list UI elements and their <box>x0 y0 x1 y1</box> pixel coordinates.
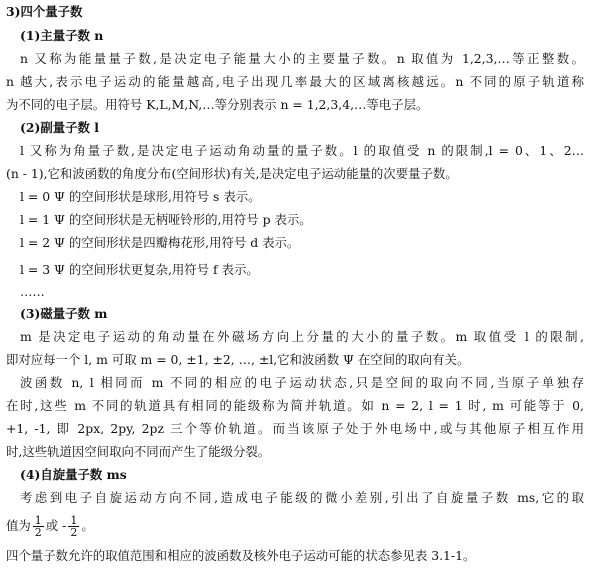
paragraph-line: n 又称为能量量子数,是决定电子能量大小的主要量子数。n 取值为 1,2,3,…等正整数。 <box>20 51 584 66</box>
section-title-four-quantum-numbers: 3)四个量子数 <box>6 4 83 19</box>
paragraph-line: 即对应每一个 l, m 可取 m = 0, ±1, ±2, …, ±l,它和波函数 Ψ 在空间的取向有关。 <box>6 352 470 367</box>
paragraph-line: m 是决定电子运动的角动量在外磁场方向上分量的大小的量子数。m 取值受 l 的限制, <box>20 329 584 344</box>
paragraph-line: 时,这些轨道因空间取向不同而产生了能级分裂。 <box>6 444 271 459</box>
paragraph-line: n 越大,表示电子运动的能量越高,电子出现几率最大的区域离核越远。n 不同的原子轨道称 <box>6 74 584 89</box>
paragraph-line: 波函数 n, l 相同而 m 不同的相应的电子运动状态,只是空间的取向不同,当原子单独存 <box>20 375 584 390</box>
orbital-shape-line: l = 0 Ψ 的空间形状是球形,用符号 s 表示。 <box>20 189 261 204</box>
fraction-one-half <box>33 515 44 538</box>
fraction-numerator: 1 <box>70 513 78 527</box>
fraction-denominator: 2 <box>34 525 42 539</box>
orbital-shape-line: l = 1 Ψ 的空间形状是无柄哑铃形的,用符号 p 表示。 <box>20 212 312 227</box>
spin-value-line <box>6 512 584 540</box>
paragraph-line: l 又称为角量子数,是决定电子运动角动量的量子数。l 的取值受 n 的限制,l = 0、1、2… <box>20 143 584 158</box>
paragraph-line: 考虑到电子自旋运动方向不同,造成电子能级的微小差别,引出了自旋量子数 ms,它的取 <box>20 490 584 505</box>
paragraph-line: 在时,这些 m 不同的轨道具有相同的能级称为简并轨道。如 n = 2, l = 1 时, m 可能等于 0, <box>6 398 584 413</box>
fraction-numerator: 1 <box>34 513 42 527</box>
heading-angular-quantum-number: (2)副量子数 l <box>20 120 99 135</box>
spin-prefix: 值为 <box>6 518 31 533</box>
fraction-one-half <box>68 515 79 538</box>
heading-principal-quantum-number: (1)主量子数 n <box>20 28 104 43</box>
paragraph-line: 为不同的电子层。用符号 K,L,M,N,…等分别表示 n = 1,2,3,4,…等电子层。 <box>6 97 429 112</box>
heading-magnetic-quantum-number: (3)磁量子数 m <box>20 306 108 321</box>
fraction-denominator: 2 <box>70 525 78 539</box>
heading-spin-quantum-number: (4)自旋量子数 ms <box>20 467 127 482</box>
paragraph-line: +1, -1, 即 2px, 2py, 2pz 三个等价轨道。而当该原子处于外电场中,或与其他原子相互作用 <box>6 421 584 436</box>
spin-or-text: 或 - <box>45 518 67 533</box>
orbital-shape-line: l = 3 Ψ 的空间形状更复杂,用符号 f 表示。 <box>20 262 259 277</box>
orbital-shape-line: l = 2 Ψ 的空间形状是四瓣梅花形,用符号 d 表示。 <box>20 235 300 250</box>
paragraph-line: (n - 1),它和波函数的角度分布(空间形状)有关,是决定电子运动能量的次要量子数。 <box>6 166 458 181</box>
table-reference-line: 四个量子数允许的取值范围和相应的波函数及核外电子运动可能的状态参见表 3.1-1。 <box>6 548 476 563</box>
ellipsis: …… <box>20 284 45 299</box>
spin-end: 。 <box>81 518 94 533</box>
